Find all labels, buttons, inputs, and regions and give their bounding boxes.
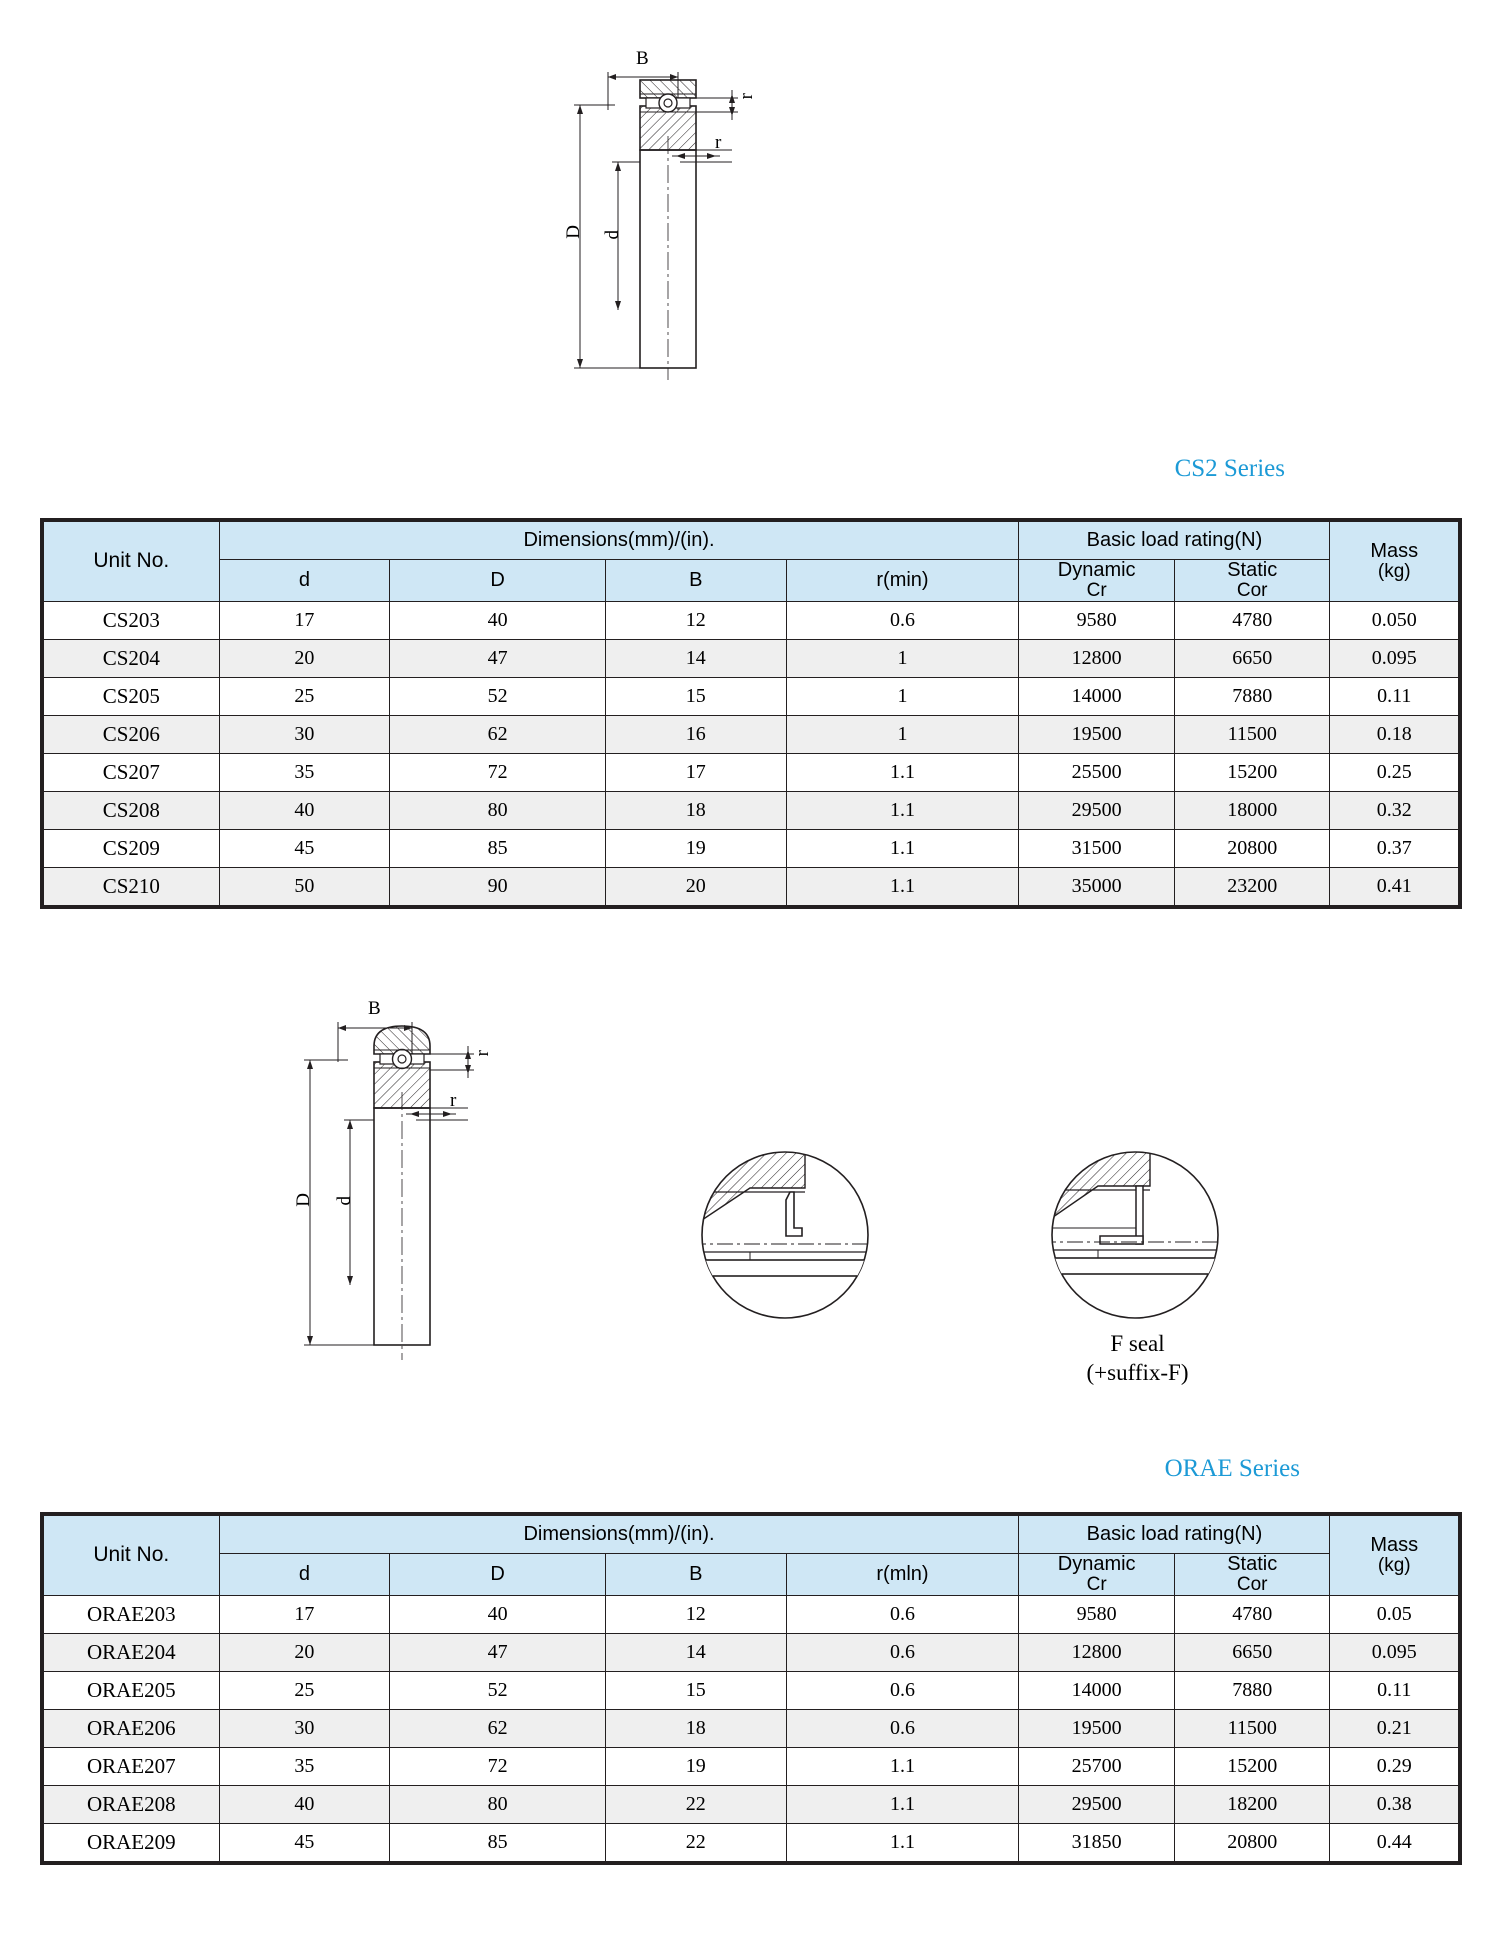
cell-mass: 0.38 [1330, 1785, 1459, 1823]
cell-d: 25 [219, 677, 390, 715]
th-d: d [219, 1554, 390, 1596]
cell-r: 1 [786, 677, 1019, 715]
table-row [44, 1709, 1459, 1747]
th-dynamic [1019, 560, 1175, 602]
th-mass [1330, 1516, 1459, 1596]
table-row [44, 601, 1459, 639]
cell-cr: 25700 [1019, 1747, 1175, 1785]
th-mass-unit: (kg) [1377, 561, 1411, 582]
cell-D: 85 [390, 1823, 606, 1861]
cell-r: 1 [786, 715, 1019, 753]
table-row [44, 639, 1459, 677]
cell-cr: 9580 [1019, 601, 1175, 639]
th-static-label: Static [1227, 559, 1278, 581]
cell-unit: ORAE203 [44, 1595, 220, 1633]
cell-mass: 0.050 [1330, 601, 1459, 639]
cell-r: 0.6 [786, 601, 1019, 639]
label-r-lower: r [450, 1090, 457, 1111]
cell-B: 18 [605, 1709, 786, 1747]
cell-cr: 12800 [1019, 1633, 1175, 1671]
cell-cr: 35000 [1019, 867, 1175, 905]
label-B: B [636, 48, 649, 69]
label-B: B [368, 998, 381, 1019]
cell-D: 40 [390, 1595, 606, 1633]
th-D: D [390, 560, 606, 602]
cell-cr: 29500 [1019, 1785, 1175, 1823]
th-dynamic-sub: Cr [1086, 1574, 1107, 1595]
cell-cor: 6650 [1174, 1633, 1330, 1671]
th-dynamic-label: Dynamic [1057, 559, 1136, 581]
cell-cor: 20800 [1174, 829, 1330, 867]
cell-r: 1 [786, 639, 1019, 677]
cell-D: 47 [390, 1633, 606, 1671]
cell-D: 72 [390, 1747, 606, 1785]
th-B: B [605, 560, 786, 602]
th-unit-no: Unit No. [44, 522, 220, 602]
cell-mass: 0.29 [1330, 1747, 1459, 1785]
th-mass [1330, 522, 1459, 602]
cell-mass: 0.095 [1330, 1633, 1459, 1671]
cell-cr: 9580 [1019, 1595, 1175, 1633]
cell-B: 22 [605, 1785, 786, 1823]
cell-mass: 0.11 [1330, 677, 1459, 715]
cell-B: 20 [605, 867, 786, 905]
cell-D: 47 [390, 639, 606, 677]
cell-mass: 0.32 [1330, 791, 1459, 829]
cell-B: 12 [605, 601, 786, 639]
cs2-cross-section-svg [560, 50, 840, 395]
th-mass-unit: (kg) [1377, 1555, 1411, 1576]
cell-mass: 0.37 [1330, 829, 1459, 867]
cell-r: 1.1 [786, 1823, 1019, 1861]
table-row [44, 867, 1459, 905]
cell-unit: ORAE209 [44, 1823, 220, 1861]
cell-cr: 12800 [1019, 639, 1175, 677]
cell-unit: ORAE205 [44, 1671, 220, 1709]
cell-mass: 0.05 [1330, 1595, 1459, 1633]
cell-D: 80 [390, 1785, 606, 1823]
cell-D: 62 [390, 1709, 606, 1747]
cell-D: 52 [390, 677, 606, 715]
cell-unit: CS210 [44, 867, 220, 905]
cell-r: 1.1 [786, 791, 1019, 829]
label-r-upper: r [736, 93, 757, 100]
cell-d: 30 [219, 715, 390, 753]
th-static [1174, 1554, 1330, 1596]
cell-r: 1.1 [786, 1747, 1019, 1785]
cell-cor: 18000 [1174, 791, 1330, 829]
spec-table-cs2 [43, 521, 1459, 906]
cell-D: 40 [390, 601, 606, 639]
cell-cr: 31850 [1019, 1823, 1175, 1861]
cell-cr: 14000 [1019, 1671, 1175, 1709]
cell-unit: CS208 [44, 791, 220, 829]
label-D: D [293, 1193, 314, 1207]
cell-unit: CS204 [44, 639, 220, 677]
cell-cor: 11500 [1174, 715, 1330, 753]
th-static-sub: Cor [1236, 1574, 1268, 1595]
fseal-caption [1020, 1330, 1255, 1388]
spec-table-cs2-frame [40, 518, 1462, 909]
th-static-label: Static [1227, 1553, 1278, 1575]
cell-d: 50 [219, 867, 390, 905]
cell-cor: 11500 [1174, 1709, 1330, 1747]
label-D: D [563, 225, 584, 239]
th-static [1174, 560, 1330, 602]
cell-r: 1.1 [786, 753, 1019, 791]
cell-B: 17 [605, 753, 786, 791]
fseal-caption-line1: F seal [1110, 1331, 1165, 1356]
series-title-orae: ORAE Series [1164, 1455, 1300, 1482]
cell-unit: ORAE207 [44, 1747, 220, 1785]
spec-table-orae [43, 1515, 1459, 1862]
cell-r: 1.1 [786, 1785, 1019, 1823]
label-r-lower: r [715, 132, 722, 153]
cell-cor: 20800 [1174, 1823, 1330, 1861]
th-B: B [605, 1554, 786, 1596]
cell-mass: 0.44 [1330, 1823, 1459, 1861]
th-dynamic-label: Dynamic [1057, 1553, 1136, 1575]
cell-D: 85 [390, 829, 606, 867]
cell-D: 80 [390, 791, 606, 829]
cell-unit: ORAE204 [44, 1633, 220, 1671]
cell-B: 14 [605, 639, 786, 677]
th-unit-no: Unit No. [44, 1516, 220, 1596]
seal-detail-standard [690, 1140, 880, 1330]
cell-d: 30 [219, 1709, 390, 1747]
cell-mass: 0.21 [1330, 1709, 1459, 1747]
table-row [44, 1633, 1459, 1671]
cell-cor: 7880 [1174, 1671, 1330, 1709]
cell-r: 0.6 [786, 1671, 1019, 1709]
cell-mass: 0.095 [1330, 639, 1459, 677]
cell-cor: 15200 [1174, 753, 1330, 791]
spec-table-orae-frame [40, 1512, 1462, 1865]
th-D: D [390, 1554, 606, 1596]
spec-table-orae-body [44, 1595, 1459, 1861]
th-r: r(mln) [786, 1554, 1019, 1596]
th-r: r(min) [786, 560, 1019, 602]
cell-cor: 18200 [1174, 1785, 1330, 1823]
cell-d: 25 [219, 1671, 390, 1709]
cell-unit: CS203 [44, 601, 220, 639]
th-mass-label: Mass [1370, 1534, 1419, 1556]
label-r-upper: r [472, 1050, 493, 1057]
cell-mass: 0.41 [1330, 867, 1459, 905]
table-row [44, 1671, 1459, 1709]
cell-B: 15 [605, 1671, 786, 1709]
cell-r: 0.6 [786, 1633, 1019, 1671]
th-static-sub: Cor [1236, 580, 1268, 601]
th-d: d [219, 560, 390, 602]
spec-table-cs2-body [44, 601, 1459, 905]
cell-cor: 4780 [1174, 1595, 1330, 1633]
cell-cr: 25500 [1019, 753, 1175, 791]
table-row [44, 829, 1459, 867]
cell-r: 0.6 [786, 1709, 1019, 1747]
cell-B: 19 [605, 829, 786, 867]
cell-unit: ORAE206 [44, 1709, 220, 1747]
cell-r: 0.6 [786, 1595, 1019, 1633]
th-basic-load: Basic load rating(N) [1019, 1516, 1330, 1554]
table-row [44, 715, 1459, 753]
th-basic-load: Basic load rating(N) [1019, 522, 1330, 560]
th-dimensions: Dimensions(mm)/(in). [219, 522, 1019, 560]
th-dynamic [1019, 1554, 1175, 1596]
label-d: d [334, 1196, 355, 1206]
cell-r: 1.1 [786, 829, 1019, 867]
th-dynamic-sub: Cr [1086, 580, 1107, 601]
orae-cross-section-svg [290, 1000, 590, 1445]
cell-B: 12 [605, 1595, 786, 1633]
cell-d: 35 [219, 753, 390, 791]
cell-cr: 19500 [1019, 1709, 1175, 1747]
cell-B: 19 [605, 1747, 786, 1785]
series-title-cs2: CS2 Series [1174, 455, 1285, 482]
cell-d: 45 [219, 1823, 390, 1861]
cell-d: 17 [219, 1595, 390, 1633]
fseal-caption-line2: (+suffix-F) [1086, 1359, 1189, 1385]
cell-unit: CS209 [44, 829, 220, 867]
th-dimensions: Dimensions(mm)/(in). [219, 1516, 1019, 1554]
cell-d: 20 [219, 1633, 390, 1671]
cell-D: 52 [390, 1671, 606, 1709]
cell-B: 15 [605, 677, 786, 715]
cell-r: 1.1 [786, 867, 1019, 905]
seal-detail-fseal [1040, 1140, 1230, 1330]
table-row [44, 753, 1459, 791]
cell-B: 22 [605, 1823, 786, 1861]
bearing-drawing-orae [290, 1000, 590, 1445]
cell-D: 90 [390, 867, 606, 905]
table-row [44, 1823, 1459, 1861]
bearing-drawing-cs2 [560, 50, 840, 395]
cell-d: 17 [219, 601, 390, 639]
cell-unit: ORAE208 [44, 1785, 220, 1823]
cell-mass: 0.25 [1330, 753, 1459, 791]
cell-B: 14 [605, 1633, 786, 1671]
label-d: d [602, 230, 623, 240]
cell-mass: 0.18 [1330, 715, 1459, 753]
table-row [44, 1747, 1459, 1785]
table-row [44, 791, 1459, 829]
th-mass-label: Mass [1370, 540, 1419, 562]
cell-cor: 15200 [1174, 1747, 1330, 1785]
cell-B: 16 [605, 715, 786, 753]
cell-cr: 19500 [1019, 715, 1175, 753]
cell-B: 18 [605, 791, 786, 829]
cell-d: 40 [219, 791, 390, 829]
cell-unit: CS206 [44, 715, 220, 753]
cell-d: 20 [219, 639, 390, 677]
cell-mass: 0.11 [1330, 1671, 1459, 1709]
cell-cr: 31500 [1019, 829, 1175, 867]
cell-cr: 14000 [1019, 677, 1175, 715]
cell-d: 45 [219, 829, 390, 867]
seal-detail-fseal-svg [1040, 1140, 1230, 1330]
cell-d: 40 [219, 1785, 390, 1823]
cell-unit: CS205 [44, 677, 220, 715]
cell-cor: 4780 [1174, 601, 1330, 639]
table-row [44, 1785, 1459, 1823]
table-row [44, 677, 1459, 715]
cell-cr: 29500 [1019, 791, 1175, 829]
cell-D: 72 [390, 753, 606, 791]
cell-d: 35 [219, 1747, 390, 1785]
cell-D: 62 [390, 715, 606, 753]
cell-cor: 6650 [1174, 639, 1330, 677]
cell-unit: CS207 [44, 753, 220, 791]
seal-detail-standard-svg [690, 1140, 880, 1330]
cell-cor: 7880 [1174, 677, 1330, 715]
cell-cor: 23200 [1174, 867, 1330, 905]
table-row [44, 1595, 1459, 1633]
